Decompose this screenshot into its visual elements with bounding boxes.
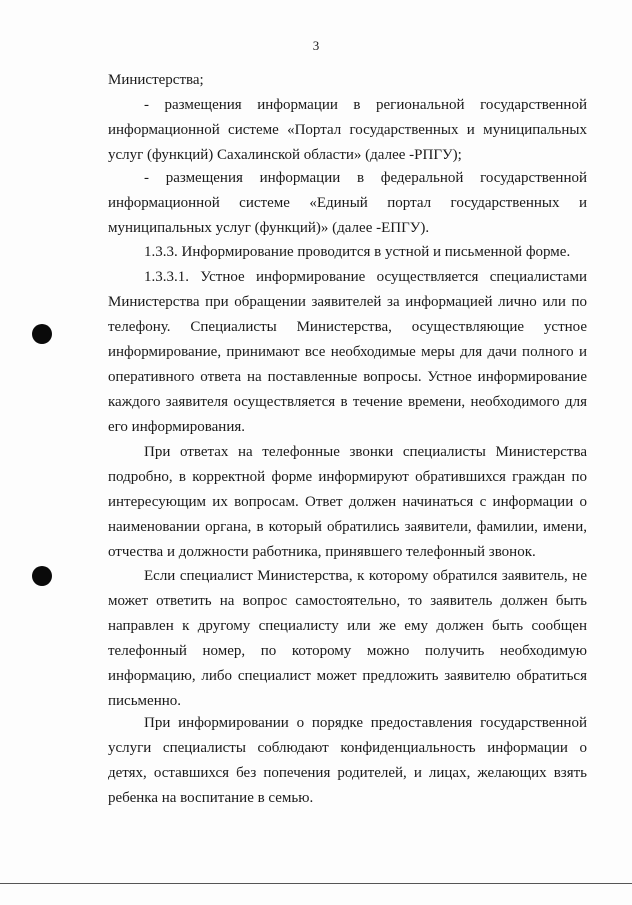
punch-hole-mark xyxy=(32,324,52,344)
paragraph-1-3-3-1: 1.3.3.1. Устное информирование осуществляется специалистами Министерства при обращении заявителей за информацией лично или по телефону. Специалисты Министерства, осуществляющие устное информирование, принимают все необходимые меры для дачи полного и оперативного ответа на поставленные вопросы. Устное информирование каждого заявителя осуществляется в течение времени, необходимого для его информирования. xyxy=(108,269,587,435)
paragraph-phone-answers: При ответах на телефонные звонки специалисты Министерства подробно, в корректной форме информируют обратившихся граждан по интересующим их вопросам. Ответ должен начинаться с информации о наименовании органа, в который обратились заявители, фамилии, имени, отчества и должности работника, принявшего телефонный звонок. xyxy=(108,444,587,560)
paragraph-redirect-specialist: Если специалист Министерства, к которому обратился заявитель, не может ответить на вопрос самостоятельно, то заявитель должен быть направлен к другому специалисту или же ему должен быть сообщен телефонный номер, по которому можно получить необходимую информацию, либо специалист может предложить заявителю обратиться письменно. xyxy=(108,568,587,709)
bottom-scan-edge-line xyxy=(0,883,632,884)
paragraph-1-3-3: 1.3.3. Информирование проводится в устной и письменной форме. xyxy=(144,244,571,260)
paragraph-rpgu-item: - размещения информации в региональной государственной информационной системе «Портал государственных и муниципальных услуг (функций) Сахалинской области» (далее -РПГУ); xyxy=(108,97,587,163)
paragraph-confidentiality: При информировании о порядке предоставления государственной услуги специалисты соблюдают конфиденциальность информации о детях, оставшихся без попечения родителей, и лицах, желающих взять ребенка на воспитание в семью. xyxy=(108,715,587,806)
punch-hole-mark xyxy=(32,566,52,586)
page-number: 3 xyxy=(312,38,320,53)
paragraph-ministry-continuation: Министерства; xyxy=(108,72,204,88)
paragraph-epgu-item: - размещения информации в федеральной государственной информационной системе «Единый портал государственных и муниципальных услуг (функций)» (далее -ЕПГУ). xyxy=(108,170,587,236)
